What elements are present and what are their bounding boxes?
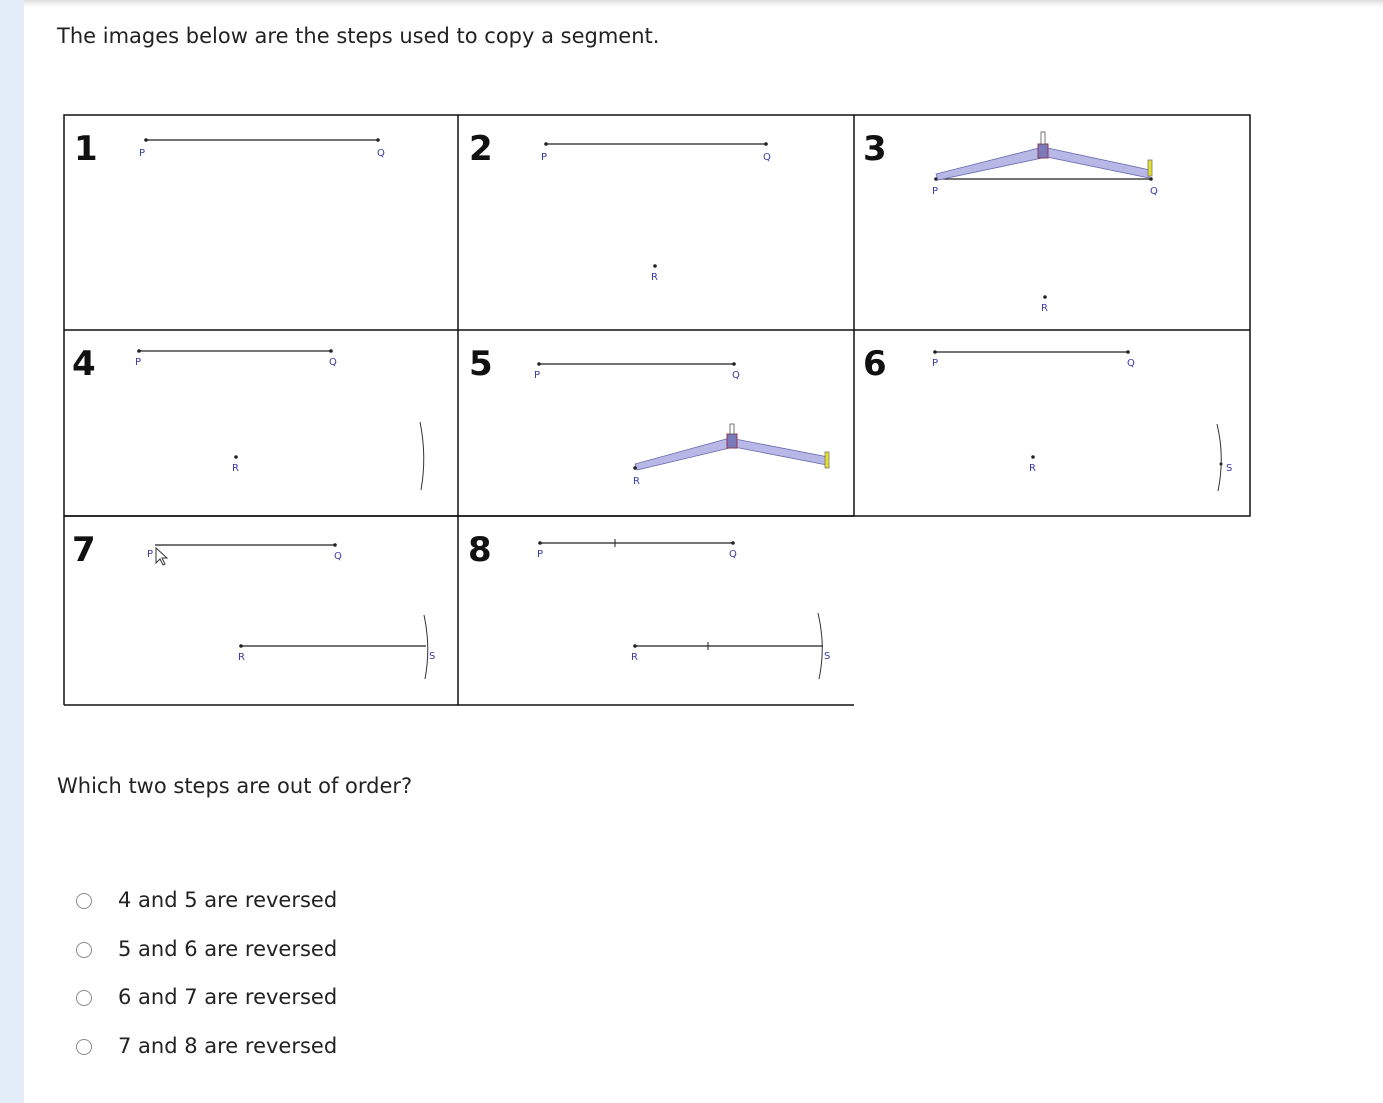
svg-text:S: S xyxy=(1226,463,1233,474)
step-5-number: 5 xyxy=(469,344,493,384)
svg-text:R: R xyxy=(1029,463,1036,474)
compass-icon xyxy=(936,132,1152,180)
svg-text:Q: Q xyxy=(329,357,337,368)
choice-label[interactable]: 6 and 7 are reversed xyxy=(118,985,338,1010)
question-text: Which two steps are out of order? xyxy=(57,774,413,798)
svg-text:Q: Q xyxy=(763,152,771,163)
step-8-panel xyxy=(468,530,830,679)
svg-text:Q: Q xyxy=(729,549,737,560)
svg-text:R: R xyxy=(633,476,640,487)
steps-figure xyxy=(63,114,1253,708)
step-5-panel xyxy=(469,344,829,487)
svg-text:R: R xyxy=(1041,303,1048,314)
svg-text:P: P xyxy=(147,549,154,560)
choice-label[interactable]: 5 and 6 are reversed xyxy=(118,936,338,961)
cursor-icon xyxy=(156,548,167,565)
step-4-panel xyxy=(72,344,424,490)
radio-button[interactable] xyxy=(76,893,92,909)
question-prompt: The images below are the steps used to copy a segment. xyxy=(57,24,660,48)
svg-text:P: P xyxy=(135,357,142,368)
radio-button[interactable] xyxy=(76,942,92,958)
svg-text:R: R xyxy=(232,463,239,474)
svg-text:P: P xyxy=(932,186,939,197)
svg-text:P: P xyxy=(537,549,544,560)
svg-text:S: S xyxy=(429,651,436,662)
step-1-number: 1 xyxy=(74,129,98,169)
compass-icon xyxy=(635,424,829,470)
radio-button[interactable] xyxy=(76,1039,92,1055)
svg-text:Q: Q xyxy=(1127,358,1135,369)
svg-text:P: P xyxy=(139,148,146,159)
step-6-panel xyxy=(863,344,1232,491)
svg-text:R: R xyxy=(631,652,638,663)
svg-text:S: S xyxy=(824,651,831,662)
svg-text:Q: Q xyxy=(732,370,740,381)
step-7-number: 7 xyxy=(72,530,96,570)
svg-text:P: P xyxy=(541,152,548,163)
svg-text:R: R xyxy=(651,272,658,283)
choice-6-and-7[interactable] xyxy=(76,981,337,1030)
step-2-panel xyxy=(469,129,771,283)
step-3-number: 3 xyxy=(863,129,887,169)
left-rail xyxy=(0,0,24,1103)
radio-button[interactable] xyxy=(76,990,92,1006)
svg-text:Q: Q xyxy=(334,551,342,562)
step-1-panel xyxy=(74,129,385,169)
svg-text:P: P xyxy=(534,370,541,381)
step-3-panel xyxy=(863,129,1158,314)
choice-4-and-5[interactable] xyxy=(76,884,337,933)
step-4-number: 4 xyxy=(72,344,96,384)
answer-choices xyxy=(76,884,337,1079)
step-2-number: 2 xyxy=(469,129,493,169)
top-shadow xyxy=(24,0,1383,7)
choice-7-and-8[interactable] xyxy=(76,1030,337,1079)
choice-label[interactable]: 7 and 8 are reversed xyxy=(118,1034,338,1059)
svg-text:R: R xyxy=(238,652,245,663)
svg-text:Q: Q xyxy=(1150,186,1158,197)
svg-text:Q: Q xyxy=(377,148,385,159)
choice-label[interactable]: 4 and 5 are reversed xyxy=(118,888,338,912)
grid-lines xyxy=(64,115,1250,705)
step-6-number: 6 xyxy=(863,344,887,384)
svg-text:P: P xyxy=(932,358,939,369)
step-7-panel xyxy=(72,530,435,679)
step-8-number: 8 xyxy=(468,530,492,570)
choice-5-and-6[interactable] xyxy=(76,933,337,982)
